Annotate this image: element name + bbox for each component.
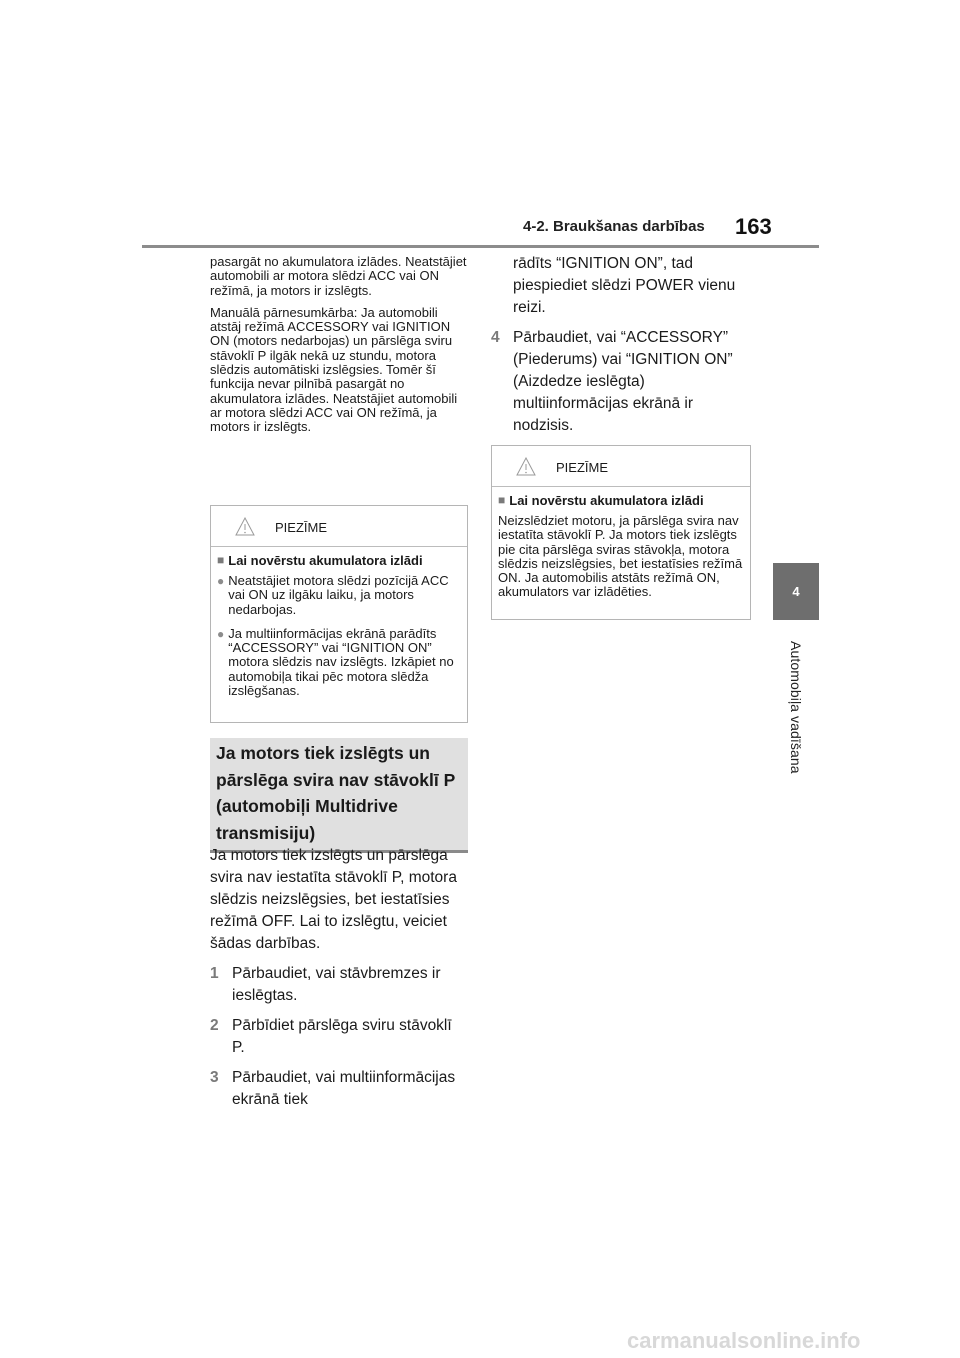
notice-title [217, 553, 461, 568]
chapter-title: Automobiļa vadīšana [788, 640, 804, 774]
header-rule [142, 245, 819, 248]
step-item [210, 1067, 468, 1111]
step-number: 4 [491, 329, 500, 346]
round-bullet-icon: ● [217, 626, 225, 641]
running-header-section: 4-2. Braukšanas darbības [523, 218, 705, 235]
square-bullet-icon: ■ [498, 493, 506, 507]
step-text: Pārbaudiet, vai “ACCESSORY” (Piederums) vai “IGNITION ON” (Aizdedze ieslēgta) multiinformācijas ekrānā ir nodzisis. [513, 329, 733, 434]
paragraph: Manuālā pārnesumkārba: Ja automobili atstāj režīmā ACCESSORY vai IGNITION ON (motors nedarbojas) un pārslēga sviru stāvoklī P ilgāk nekā uz stundu, motora slēdzis automātiski izslēgsies. Tomēr šī funkcija nevar pilnībā pasargāt no akumulatora izlādes. Neatstājiet automobili ar motora slēdzi ACC vai ON režīmā, ja motors ir izslēgts. [210, 304, 458, 435]
notice-box [210, 505, 468, 723]
notice-bullet-text: Ja multiinformācijas ekrānā parādīts “ACCESSORY” vai “IGNITION ON” motora slēdzis nav izslēgts. Izkāpiet no automobiļa tikai pēc motora slēdža izslēgšanas. [228, 625, 454, 699]
step-text: Pārbaudiet, vai stāvbremzes ir ieslēgtas. [232, 965, 441, 1004]
step-continuation [491, 253, 751, 319]
chapter-number: 4 [792, 584, 800, 599]
step-item [210, 1015, 468, 1059]
notice-label: PIEZĪME [275, 519, 328, 535]
notice-box [491, 445, 751, 620]
section-heading: Ja motors tiek izslēgts un pārslēga svira nav stāvoklī P (automobiļi Multidrive transmisiju) [210, 738, 468, 853]
right-body [491, 253, 751, 445]
step-number: 2 [210, 1017, 219, 1034]
step-number: 1 [210, 965, 219, 982]
intro-paragraph: Ja motors tiek izslēgts un pārslēga svira nav iestatīta stāvoklī P, motora slēdzis neizslēgsies, bet iestatīsies režīmā OFF. Lai to izslēgtu, veiciet šādas darbības. [210, 847, 457, 952]
step-item [491, 327, 751, 437]
notice-title-text: Lai novērstu akumulatora izlādi [228, 553, 423, 568]
step-text: rādīts “IGNITION ON”, tad piespiediet slēdzi POWER vienu reizi. [513, 255, 736, 316]
notice-divider [492, 486, 750, 487]
square-bullet-icon: ■ [217, 553, 225, 567]
step-item [210, 963, 468, 1007]
notice-bullet-text: Neatstājiet motora slēdzi pozīcijā ACC vai ON uz ilgāku laiku, ja motors nedarbojas. [228, 573, 449, 617]
notice-text: Neizslēdziet motoru, ja pārslēga svira nav iestatīta stāvoklī P. Ja motors tiek izslēgts pie cita pārslēga sviras stāvokļa, motora slēdzis neizslēgsies, bet iestatīsies režīmā ON. Ja automobilis atstāts režīmā ON, akumulators var izlādēties. [498, 513, 743, 600]
notice-bullet [217, 627, 461, 698]
left-body [210, 845, 468, 1119]
warning-triangle-icon [235, 517, 255, 537]
step-number: 3 [210, 1069, 219, 1086]
notice-title-text: Lai novērstu akumulatora izlādi [509, 493, 704, 508]
notice-title [498, 493, 744, 508]
notice-label: PIEZĪME [556, 459, 609, 475]
left-column [210, 255, 468, 443]
paragraph: pasargāt no akumulatora izlādes. Neatstājiet automobili ar motora slēdzi ACC vai ON režīmā, ja motors ir izslēgts. [210, 254, 467, 298]
watermark: carmanualsonline.info [627, 1328, 861, 1353]
notice-header [498, 454, 744, 480]
step-text: Pārbīdiet pārslēga sviru stāvoklī P. [232, 1017, 452, 1056]
step-text: Pārbaudiet, vai multiinformācijas ekrānā tiek [232, 1069, 456, 1108]
page-number: 163 [735, 214, 772, 239]
notice-header [217, 514, 461, 540]
chapter-tab [773, 563, 819, 620]
notice-divider [211, 546, 467, 547]
notice-bullet [217, 574, 461, 617]
round-bullet-icon: ● [217, 574, 225, 588]
warning-triangle-icon [516, 457, 536, 477]
